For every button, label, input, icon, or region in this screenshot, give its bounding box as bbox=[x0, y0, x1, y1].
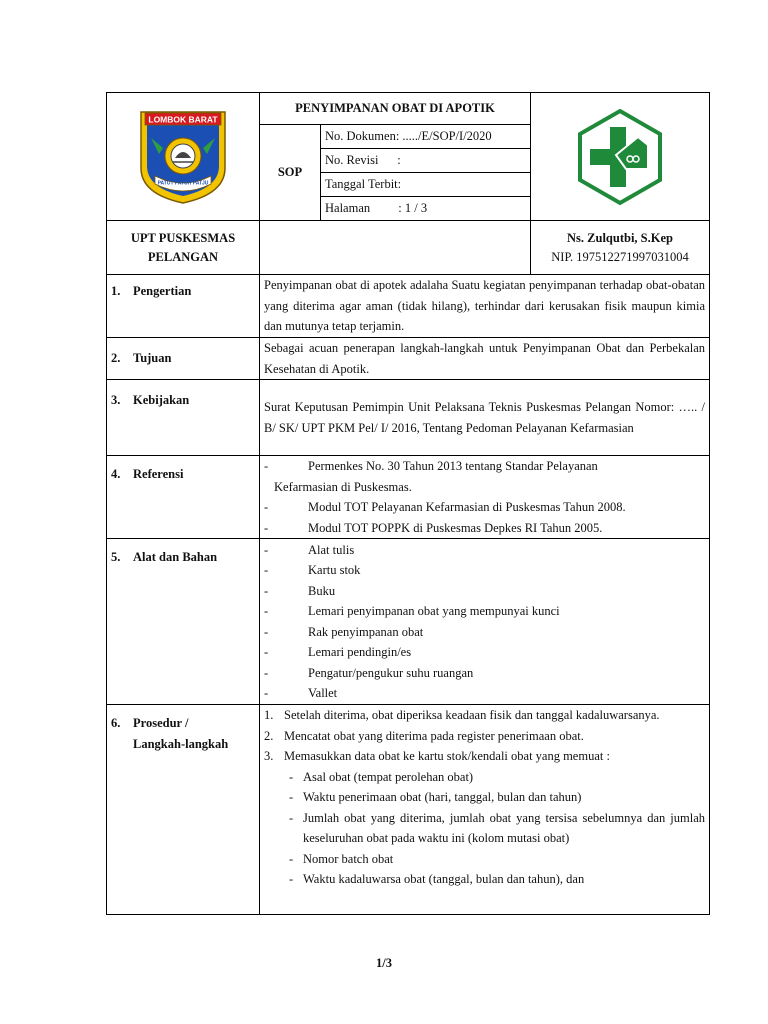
list-item: - Lemari pendingin/es bbox=[264, 642, 705, 663]
sub-item: - Jumlah obat yang diterima, jumlah obat yang tersisa sebelumnya dan jumlah keseluruhan obat pada waktu ini (kolom mutasi obat) bbox=[289, 808, 705, 849]
prosedur-steps bbox=[260, 705, 710, 915]
list-item: - Pengatur/pengukur suhu ruangan bbox=[264, 663, 705, 684]
section-title: Kebijakan bbox=[133, 393, 190, 407]
page-number: 1/3 bbox=[376, 956, 392, 970]
doc-title: PENYIMPANAN OBAT DI APOTIK bbox=[260, 93, 531, 125]
step-text: Setelah diterima, obat diperiksa keadaan fisik dan tanggal kadaluwarsanya. bbox=[284, 708, 660, 722]
puskesmas-logo bbox=[572, 107, 668, 207]
kebijakan-text: Surat Keputusan Pemimpin Unit Pelaksana Teknis Puskesmas Pelangan Nomor: ….. / B/ SK/ UPT PKM Pel/ I/ 2016, Tentang Pedoman Pelayanan Kefarmasian bbox=[260, 380, 710, 456]
sub-item-text: Nomor batch obat bbox=[303, 851, 394, 866]
sop-label: SOP bbox=[260, 125, 321, 221]
section-title-line2: Langkah-langkah bbox=[133, 736, 229, 751]
section-title: Referensi bbox=[133, 467, 184, 481]
list-item: - Vallet bbox=[264, 683, 705, 704]
alat-item: Kartu stok bbox=[308, 563, 361, 577]
step-number: 2. bbox=[264, 728, 274, 743]
list-item bbox=[264, 477, 705, 498]
alat-item: Pengatur/pengukur suhu ruangan bbox=[308, 665, 474, 680]
left-logo-cell bbox=[107, 93, 260, 221]
unit-name-line1: UPT PUSKESMAS bbox=[130, 230, 236, 245]
sub-item: - Asal obat (tempat perolehan obat) bbox=[289, 767, 705, 788]
alat-item: Lemari penyimpanan obat yang mempunyai kunci bbox=[308, 604, 560, 618]
section-number: 6. bbox=[111, 716, 121, 730]
no-revisi: No. Revisi : bbox=[321, 149, 531, 173]
list-item: - Modul TOT POPPK di Puskesmas Depkes RI Tahun 2005. bbox=[264, 518, 705, 539]
section-title: Pengertian bbox=[133, 284, 192, 298]
section-label-tujuan bbox=[107, 338, 260, 380]
list-item: - Lemari penyimpanan obat yang mempunyai kunci bbox=[264, 601, 705, 622]
signature-block bbox=[531, 221, 710, 275]
section-label-alat bbox=[107, 539, 260, 705]
unit-name bbox=[107, 221, 260, 275]
pengertian-text: Penyimpanan obat di apotek adalaha Suatu kegiatan penyimpanan terhadap obat-obatan yang diterima agar aman (tidak hilang), terhindar dari kerusakan fisik maupun kimia dan mutunya tetap terjamin. bbox=[260, 275, 710, 338]
step-text: Mencatat obat yang diterima pada register penerimaan obat. bbox=[284, 728, 584, 743]
no-dokumen: No. Dokumen: ...../E/SOP/I/2020 bbox=[321, 125, 531, 149]
step-text: Memasukkan data obat ke kartu stok/kendali obat yang memuat : bbox=[284, 749, 610, 763]
section-title: Prosedur / bbox=[133, 716, 189, 730]
section-title: Tujuan bbox=[133, 351, 172, 366]
referensi-list bbox=[260, 456, 710, 539]
section-label-pengertian bbox=[107, 275, 260, 338]
step-item bbox=[264, 705, 705, 726]
unit-name-line2: PELANGAN bbox=[147, 249, 219, 264]
sop-table bbox=[106, 92, 710, 915]
signer-nip: NIP. 197512271997031004 bbox=[551, 249, 689, 264]
list-item: - Kartu stok bbox=[264, 560, 705, 581]
signer-name: Ns. Zulqutbi, S.Kep bbox=[567, 230, 673, 245]
referensi-item-2: Modul TOT POPPK di Puskesmas Depkes RI Tahun 2005. bbox=[308, 520, 603, 535]
tanggal-terbit: Tanggal Terbit: bbox=[321, 173, 531, 197]
section-title: Alat dan Bahan bbox=[133, 550, 218, 564]
section-number: 1. bbox=[111, 284, 121, 298]
section-label-prosedur bbox=[107, 705, 260, 915]
list-item: - Alat tulis bbox=[264, 540, 705, 561]
blank-cell bbox=[260, 221, 531, 275]
list-item: - Permenkes No. 30 Tahun 2013 tentang Standar Pelayanan bbox=[264, 456, 705, 477]
sub-item-text: Asal obat (tempat perolehan obat) bbox=[303, 769, 474, 784]
sub-item: - Waktu penerimaan obat (hari, tanggal, bulan dan tahun) bbox=[289, 787, 705, 808]
step-item bbox=[264, 726, 705, 747]
referensi-item-0-cont: Kefarmasian di Puskesmas. bbox=[274, 479, 412, 494]
section-number: 5. bbox=[111, 550, 121, 564]
logo-motto-text: PATUT PATUH PATJU bbox=[157, 180, 209, 186]
referensi-item-0: Permenkes No. 30 Tahun 2013 tentang Standar Pelayanan bbox=[308, 459, 598, 473]
sub-item: - Waktu kadaluwarsa obat (tanggal, bulan dan tahun), dan bbox=[289, 869, 705, 890]
logo-banner-text: LOMBOK BARAT bbox=[148, 114, 218, 124]
section-number: 3. bbox=[111, 393, 121, 407]
referensi-item-1: Modul TOT Pelayanan Kefarmasian di Puskesmas Tahun 2008. bbox=[308, 500, 626, 514]
alat-item: Buku bbox=[308, 583, 336, 598]
tujuan-text: Sebagai acuan penerapan langkah-langkah untuk Penyimpanan Obat dan Perbekalan Kesehatan di Apotik. bbox=[260, 338, 710, 380]
alat-item: Vallet bbox=[308, 686, 338, 700]
section-number: 2. bbox=[111, 351, 121, 366]
right-logo-cell bbox=[531, 93, 710, 221]
step-number: 1. bbox=[264, 708, 274, 722]
section-label-kebijakan bbox=[107, 380, 260, 456]
alat-item: Alat tulis bbox=[308, 542, 355, 557]
sub-item-text: Waktu kadaluwarsa obat (tanggal, bulan dan tahun), dan bbox=[303, 872, 585, 886]
step-item bbox=[264, 746, 705, 767]
sub-item: - Nomor batch obat bbox=[289, 849, 705, 870]
section-number: 4. bbox=[111, 467, 121, 481]
halaman: Halaman : 1 / 3 bbox=[321, 197, 531, 221]
alat-item: Lemari pendingin/es bbox=[308, 645, 412, 659]
alat-list bbox=[260, 539, 710, 705]
sub-item-text: Jumlah obat yang diterima, jumlah obat yang tersisa sebelumnya dan jumlah keseluruhan obat pada waktu ini (kolom mutasi obat) bbox=[303, 810, 706, 845]
section-label-referensi bbox=[107, 456, 260, 539]
list-item: - Buku bbox=[264, 581, 705, 602]
list-item: - Modul TOT Pelayanan Kefarmasian di Puskesmas Tahun 2008. bbox=[264, 497, 705, 518]
alat-item: Rak penyimpanan obat bbox=[308, 624, 424, 639]
sub-item-text: Waktu penerimaan obat (hari, tanggal, bulan dan tahun) bbox=[303, 790, 582, 804]
lombok-barat-logo bbox=[137, 108, 229, 206]
list-item: - Rak penyimpanan obat bbox=[264, 622, 705, 643]
step-number: 3. bbox=[264, 749, 274, 763]
